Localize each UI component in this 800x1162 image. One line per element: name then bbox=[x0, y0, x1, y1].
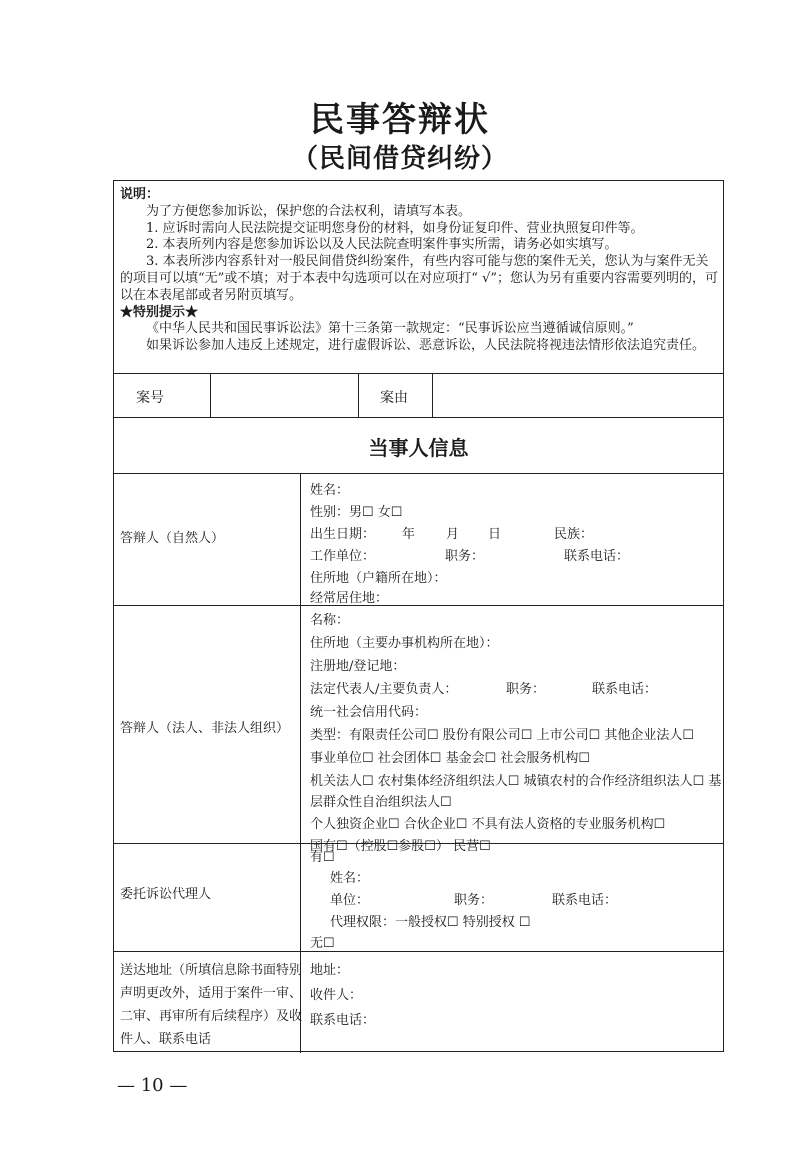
agent-yes-checkbox[interactable]: 有☐ bbox=[310, 850, 335, 865]
divider bbox=[432, 373, 433, 417]
phone-field[interactable]: 联系电话： bbox=[564, 549, 630, 564]
org-type-line-5[interactable]: 个人独资企业☐ 合伙企业☐ 不具有法人资格的专业服务机构☐ bbox=[310, 817, 666, 832]
natural-person-fields bbox=[310, 473, 720, 605]
org-type-line-2[interactable]: 事业单位☐ 社会团体☐ 基金会☐ 社会服务机构☐ bbox=[310, 751, 591, 766]
position-field[interactable]: 职务： bbox=[445, 549, 485, 564]
delivery-phone-field[interactable]: 联系电话： bbox=[310, 1013, 376, 1028]
birth-day-label: 日 bbox=[488, 527, 502, 542]
org-address-field[interactable]: 住所地（主要办事机构所在地）： bbox=[310, 636, 499, 651]
instructions-item-2: 2. 本表所列内容是您参加诉讼以及人民法院查明案件事实所需，请务必如实填写。 bbox=[146, 237, 618, 253]
ownership-type-field[interactable]: 国有☐（控股☐参股☐） 民营☐ bbox=[310, 839, 491, 854]
instructions-section bbox=[120, 187, 718, 355]
agent-authority-field[interactable]: 代理权限：一般授权☐ 特别授权 ☐ bbox=[330, 915, 531, 930]
habitual-residence-field[interactable]: 经常居住地： bbox=[310, 591, 389, 606]
agent-name-field[interactable]: 姓名： bbox=[330, 871, 370, 886]
birth-year-label: 年 bbox=[402, 527, 416, 542]
ethnicity-field[interactable]: 民族： bbox=[554, 527, 594, 542]
work-unit-field[interactable]: 工作单位： bbox=[310, 549, 376, 564]
delivery-label-line-3: 二审、再审所有后续程序）及收 bbox=[120, 1009, 303, 1024]
divider bbox=[114, 417, 723, 418]
agent-position-field[interactable]: 职务： bbox=[454, 893, 494, 908]
instructions-item-3: 3. 本表所涉内容系针对一般民间借贷纠纷案件，有些内容可能与您的案件无关，您认为与案件无关的项目可以填“无”或不填；对于本表中勾选项可以在对应项打“ √”；您认为另有重要内容需要列明的，可以在本表尾部或者另附页填写。 bbox=[120, 254, 719, 303]
law-citation: 《中华人民共和国民事诉讼法》第十三条第一款规定：“民事诉讼应当遵循诚信原则。” bbox=[146, 321, 634, 337]
recipient-field[interactable]: 收件人： bbox=[310, 988, 363, 1003]
registration-field[interactable]: 注册地/登记地： bbox=[310, 659, 406, 674]
natural-person-label: 答辩人（自然人） bbox=[120, 531, 225, 546]
case-number-label: 案号 bbox=[136, 390, 164, 406]
instructions-item-1: 1. 应诉时需向人民法院提交证明您身份的材料，如身份证复印件、营业执照复印件等。 bbox=[146, 220, 644, 236]
name-field[interactable]: 姓名： bbox=[310, 483, 350, 498]
org-name-field[interactable]: 名称： bbox=[310, 613, 350, 628]
instructions-heading: 说明： bbox=[120, 187, 160, 202]
page-number: — 10 — bbox=[117, 1075, 188, 1096]
agent-label: 委托诉讼代理人 bbox=[120, 887, 212, 902]
gender-field[interactable]: 性别：男☐ 女☐ bbox=[310, 505, 403, 520]
party-info-heading: 当事人信息 bbox=[368, 436, 469, 460]
org-type-line-1[interactable]: 类型：有限责任公司☐ 股份有限公司☐ 上市公司☐ 其他企业法人☐ bbox=[310, 728, 695, 743]
agent-fields bbox=[310, 843, 720, 951]
divider bbox=[114, 373, 723, 374]
instructions-intro: 为了方便您参加诉讼，保护您的合法权利，请填写本表。 bbox=[146, 203, 472, 219]
delivery-label bbox=[120, 959, 302, 1051]
delivery-label-line-2: 声明更改外，适用于案件一审、 bbox=[120, 986, 303, 1001]
legal-person-label: 答辩人（法人、非法人组织） bbox=[120, 721, 290, 736]
document-title: 民事答辩状 bbox=[310, 100, 490, 140]
delivery-fields bbox=[310, 951, 720, 1051]
delivery-label-line-4: 件人、联系电话 bbox=[120, 1032, 212, 1047]
divider bbox=[210, 373, 211, 417]
org-type-line-4[interactable]: 层群众性自治组织法人☐ bbox=[310, 795, 452, 810]
legal-person-fields bbox=[310, 605, 722, 854]
delivery-label-line-1: 送达地址（所填信息除书面特别 bbox=[120, 963, 303, 978]
case-cause-label: 案由 bbox=[380, 390, 408, 406]
org-type-line-3[interactable]: 机关法人☐ 农村集体经济组织法人☐ 城镇农村的合作经济组织法人☐ 基 bbox=[310, 774, 722, 789]
residence-field[interactable]: 住所地（户籍所在地）： bbox=[310, 571, 447, 586]
agent-phone-field[interactable]: 联系电话： bbox=[552, 893, 618, 908]
rep-position-field[interactable]: 职务： bbox=[506, 682, 546, 697]
false-litigation-warning: 如果诉讼参加人违反上述规定，进行虚假诉讼、恶意诉讼，人民法院将视违法情形依法追究责任。 bbox=[146, 338, 706, 354]
legal-rep-field[interactable]: 法定代表人/主要负责人： bbox=[310, 682, 458, 697]
form-table bbox=[113, 180, 724, 1052]
divider bbox=[358, 373, 359, 417]
birth-month-label: 月 bbox=[446, 527, 460, 542]
birth-date-label: 出生日期： bbox=[310, 527, 376, 542]
agent-none-checkbox[interactable]: 无☐ bbox=[310, 936, 335, 951]
delivery-address-field[interactable]: 地址： bbox=[310, 963, 350, 978]
special-notice-heading: ★特别提示★ bbox=[120, 304, 199, 320]
agent-unit-field[interactable]: 单位： bbox=[330, 893, 370, 908]
document-subtitle: （民间借贷纠纷） bbox=[291, 144, 508, 174]
credit-code-field[interactable]: 统一社会信用代码： bbox=[310, 705, 428, 720]
rep-phone-field[interactable]: 联系电话： bbox=[592, 682, 658, 697]
